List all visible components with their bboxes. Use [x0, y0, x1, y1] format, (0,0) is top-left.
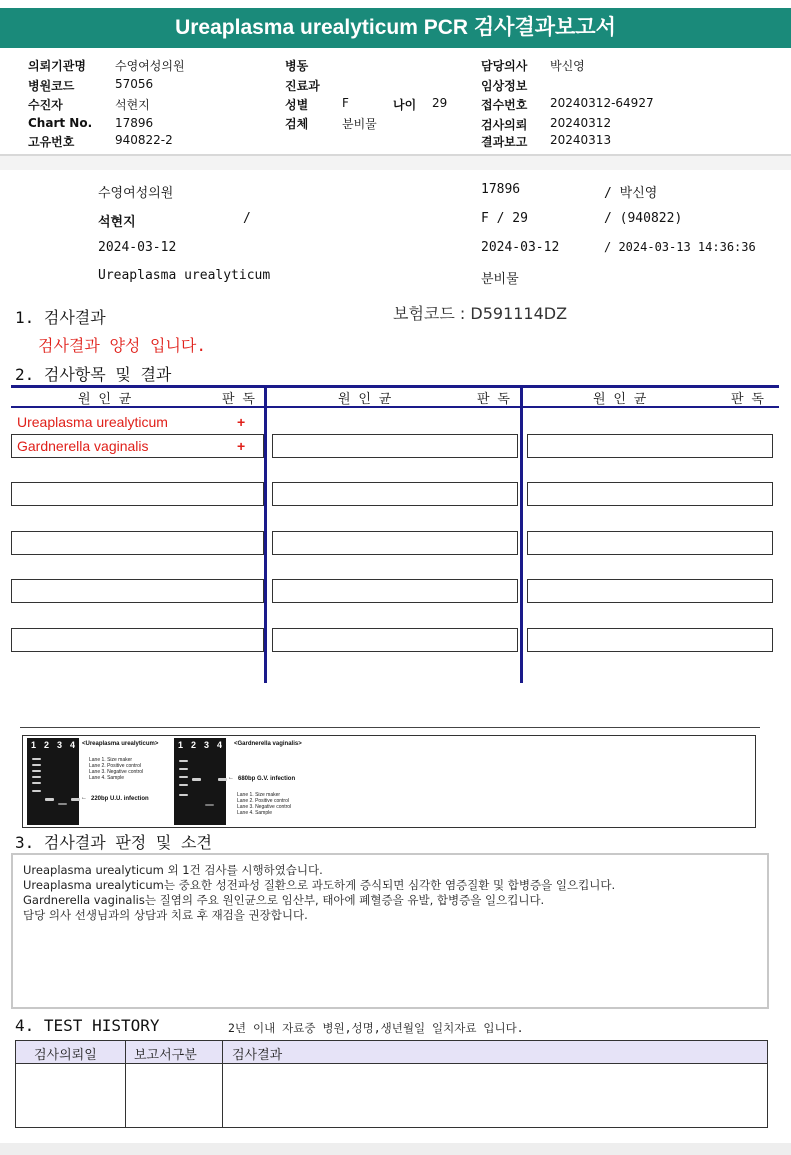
- result-ureaplasma: +: [237, 414, 246, 430]
- history-col-result: 검사결과: [232, 1048, 283, 1063]
- value-doctor: 박신영: [550, 59, 585, 73]
- report-title: Ureaplasma urealyticum PCR 검사결과보고서: [0, 8, 791, 48]
- gel-band: [32, 776, 41, 778]
- history-table: [15, 1040, 768, 1128]
- gel-legend-line: Lane 3. Negative control: [237, 804, 292, 810]
- organism-ureaplasma: Ureaplasma urealyticum: [17, 414, 168, 430]
- gel-band: [179, 776, 188, 778]
- label-dept: 진료과: [285, 79, 320, 93]
- lane-label: 2: [44, 740, 50, 750]
- history-divider: [222, 1041, 223, 1127]
- label-hospital-code: 병원코드: [28, 79, 75, 93]
- opinion-line: Ureaplasma urealyticum 외 1건 검사를 시행하였습니다.: [23, 863, 323, 877]
- gel-image-ureaplasma: [27, 738, 79, 825]
- label-hospital: 의뢰기관명: [28, 59, 86, 73]
- label-sex: 성별: [285, 98, 309, 112]
- result-cell: [11, 579, 264, 603]
- section1-title: 1. 검사결과: [15, 308, 106, 327]
- gel-band: [179, 784, 188, 786]
- organism-gardnerella: Gardnerella vaginalis: [17, 438, 149, 454]
- positive-result-text: 검사결과 양성 입니다.: [38, 336, 207, 355]
- gel-legend-line: Lane 1. Size maker: [237, 792, 281, 798]
- result-cell: [527, 434, 773, 458]
- gel-legend-line: Lane 2. Positive control: [237, 798, 289, 804]
- result-cell: [527, 531, 773, 555]
- gel-figure: [22, 735, 756, 828]
- label-chart-no: Chart No.: [28, 116, 93, 130]
- label-report-date: 결과보고: [481, 135, 528, 149]
- gel-band: [179, 760, 188, 762]
- table-divider-1: [264, 385, 267, 683]
- section4-title: 4. TEST HISTORY: [15, 1016, 160, 1035]
- lane-label: 4: [70, 740, 76, 750]
- result-cell: [527, 579, 773, 603]
- label-specimen: 검체: [285, 117, 309, 131]
- opinion-line: 담당 의사 선생님과의 상담과 치료 후 재검을 권장합니다.: [23, 908, 308, 922]
- result-cell: [11, 482, 264, 506]
- col-header-organism-2: 원 인 균: [338, 392, 392, 407]
- opinion-box: [11, 853, 769, 1009]
- value-patient: 석현지: [115, 98, 150, 112]
- gel-band: [32, 782, 41, 784]
- gel-band: [32, 770, 41, 772]
- summary-slash: /: [243, 211, 251, 226]
- lane-label: 1: [31, 740, 37, 750]
- result-cell: [272, 531, 518, 555]
- value-hospital: 수영여성의원: [115, 59, 185, 73]
- result-cell: [272, 628, 518, 652]
- gel-band: [71, 798, 80, 801]
- gel-band: [58, 803, 67, 805]
- footer-band: [0, 1143, 791, 1155]
- gel-image-gardnerella: [174, 738, 226, 825]
- table-divider-2: [520, 385, 523, 683]
- gel-annotation-gardnerella: 680bp G.V. infection: [238, 776, 296, 782]
- result-cell: [11, 628, 264, 652]
- label-unique-id: 고유번호: [28, 135, 75, 149]
- value-hospital-code: 57056: [115, 77, 154, 91]
- opinion-line: Gardnerella vaginalis는 질염의 주요 원인균으로 임산부, 태아에 폐혈증을 유발, 합병증을 일으킵니다.: [23, 893, 545, 907]
- label-receipt-no: 접수번호: [481, 98, 528, 112]
- summary-chart: 17896: [481, 182, 521, 197]
- summary-birth: / (940822): [604, 211, 683, 226]
- header-band: [0, 156, 791, 170]
- gel-annotation-ureaplasma: 220bp U.U. infection: [91, 796, 149, 802]
- gel-band: [32, 764, 41, 766]
- section3-title: 3. 검사결과 판정 및 소견: [15, 833, 212, 852]
- gel-band: [192, 778, 201, 781]
- result-cell: [527, 628, 773, 652]
- gel-legend-line: Lane 4. Sample: [89, 775, 125, 781]
- gel-band: [32, 790, 41, 792]
- gel-legend-line: Lane 3. Negative control: [89, 769, 144, 775]
- history-header: [16, 1041, 767, 1064]
- insurance-code: 보험코드 : D591114DZ: [393, 304, 568, 323]
- label-patient: 수진자: [28, 98, 63, 112]
- lane-label: 3: [204, 740, 210, 750]
- arrow-icon: ←: [228, 775, 234, 781]
- result-cell: [272, 482, 518, 506]
- value-specimen: 분비물: [342, 117, 377, 131]
- lane-label: 1: [178, 740, 184, 750]
- summary-test: Ureaplasma urealyticum: [98, 268, 271, 283]
- gel-band: [32, 758, 41, 760]
- label-doctor: 담당의사: [481, 59, 528, 73]
- value-unique-id: 940822-2: [115, 133, 173, 147]
- col-header-result-1: 판 독: [222, 392, 255, 407]
- summary-doctor: / 박신영: [604, 186, 658, 201]
- result-cell: [272, 434, 518, 458]
- gel-band: [45, 798, 54, 801]
- opinion-line: Ureaplasma urealyticum는 중요한 성전파성 질환으로 과도하게 증식되면 심각한 염증질환 및 합병증을 일으킵니다.: [23, 878, 616, 892]
- gel-band: [179, 768, 188, 770]
- lane-label: 3: [57, 740, 63, 750]
- result-cell: [11, 531, 264, 555]
- summary-patient: 석현지: [98, 215, 136, 230]
- history-col-request-date: 검사의뢰일: [34, 1048, 97, 1063]
- gel-title-gardnerella: <Gardnerella vaginalis>: [234, 741, 302, 747]
- gel-legend-line: Lane 1. Size maker: [89, 757, 133, 763]
- col-header-organism-1: 원 인 균: [78, 392, 132, 407]
- gel-legend-line: Lane 2. Positive control: [89, 763, 141, 769]
- value-age: 29: [432, 96, 448, 110]
- summary-sex-age: F / 29: [481, 211, 528, 226]
- lane-label: 4: [217, 740, 223, 750]
- gel-top-rule: [20, 727, 760, 728]
- result-cell: [527, 482, 773, 506]
- summary-specimen: 분비물: [481, 272, 519, 287]
- col-header-result-2: 판 독: [477, 392, 510, 407]
- label-clinical-info: 임상정보: [481, 79, 528, 93]
- summary-hospital: 수영여성의원: [98, 186, 174, 201]
- gel-band: [179, 794, 188, 796]
- summary-received: 2024-03-12: [481, 240, 560, 255]
- summary-collected: 2024-03-12: [98, 240, 177, 255]
- value-receipt-no: 20240312-64927: [550, 96, 654, 110]
- label-ward: 병동: [285, 59, 309, 73]
- history-divider: [125, 1041, 126, 1127]
- value-sex: F: [342, 96, 349, 110]
- value-request-date: 20240312: [550, 116, 612, 130]
- label-age: 나이: [393, 98, 417, 112]
- label-request-date: 검사의뢰: [481, 118, 528, 132]
- value-report-date: 20240313: [550, 133, 612, 147]
- summary-reported: / 2024-03-13 14:36:36: [604, 240, 756, 254]
- gel-legend-line: Lane 4. Sample: [237, 810, 273, 816]
- result-gardnerella: +: [237, 438, 246, 454]
- gel-title-ureaplasma: <Ureaplasma urealyticum>: [82, 741, 159, 747]
- gel-band: [218, 778, 227, 781]
- col-header-organism-3: 원 인 균: [593, 392, 647, 407]
- result-cell: [272, 579, 518, 603]
- arrow-icon: ←: [81, 795, 87, 801]
- history-note: 2년 이내 자료중 병원,성명,생년월일 일치자료 입니다.: [228, 1021, 524, 1035]
- col-header-result-3: 판 독: [731, 392, 764, 407]
- lane-label: 2: [191, 740, 197, 750]
- section2-title: 2. 검사항목 및 결과: [15, 365, 172, 384]
- gel-band: [205, 804, 214, 806]
- value-chart-no: 17896: [115, 116, 154, 130]
- history-col-report-type: 보고서구분: [134, 1048, 197, 1063]
